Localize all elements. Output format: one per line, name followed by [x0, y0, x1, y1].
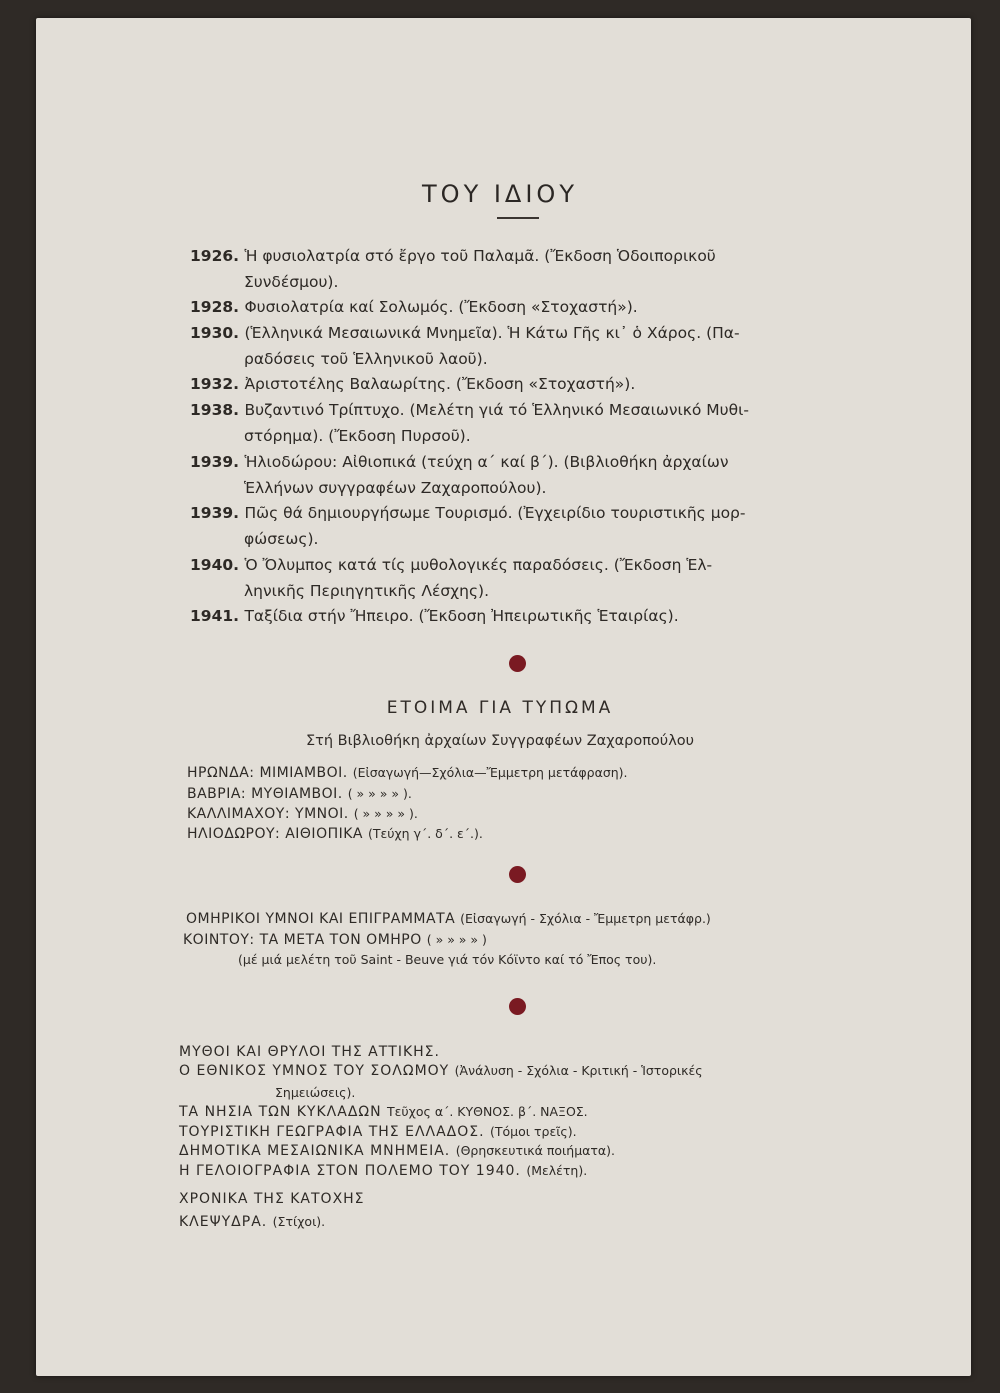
work-title-continued: ληνικῆς Περιηγητικῆς Λέσχης).	[244, 582, 490, 600]
work-year: 1940.	[190, 556, 245, 574]
ready-item	[186, 911, 711, 927]
ready-item-note: ( » » » » ).	[353, 806, 418, 821]
ready-item	[179, 1163, 587, 1179]
ready-item-note: (Τόμοι τρεῖς).	[490, 1124, 577, 1139]
work-entry	[190, 500, 850, 552]
ready-item-note: (Θρησκευτικά ποιήματα).	[455, 1143, 616, 1158]
ready-item-title: ΒΑΒΡΙΑ: ΜΥΘΙΑΜΒΟΙ.	[187, 786, 348, 802]
ready-item-title: Η ΓΕΛΟΙΟΓΡΑΦΙΑ ΣΤΟΝ ΠΟΛΕΜΟ ΤΟΥ 1940.	[179, 1163, 527, 1179]
ready-item-note: Σημειώσεις).	[275, 1085, 356, 1100]
ready-item-title: ΚΛΕΨΥΔΡΑ.	[179, 1214, 273, 1230]
work-entry	[190, 603, 850, 629]
ready-subtitle: Στή Βιβλιοθήκη ἀρχαίων Συγγραφέων Ζαχαροπούλου	[305, 733, 695, 749]
ready-item	[179, 1104, 588, 1120]
ready-item-title: ΧΡΟΝΙΚΑ ΤΗΣ ΚΑΤΟΧΗΣ	[179, 1191, 365, 1207]
work-title: Πῶς θά δημιουργήσωμε Τουρισμό. (Ἐγχειρίδιο τουριστικῆς μορ-	[244, 504, 746, 522]
ready-item	[183, 932, 487, 948]
work-year: 1938.	[190, 401, 245, 419]
ready-item-note: (Μελέτη).	[526, 1163, 588, 1178]
work-year: 1926.	[190, 247, 245, 265]
work-title: Ὁ Ὄλυμπος κατά τίς μυθολογικές παραδόσεις. (Ἔκδοση Ἑλ-	[244, 556, 713, 574]
work-title: Ἡλιοδώρου: Αἰθιοπικά (τεύχη α΄ καί β΄). (Βιβλιοθήκη ἀρχαίων	[244, 453, 729, 471]
work-title: Ἀριστοτέλης Βαλαωρίτης. (Ἔκδοση «Στοχαστή»).	[244, 375, 636, 393]
work-title-continued: ραδόσεις τοῦ Ἑλληνικοῦ λαοῦ).	[244, 350, 488, 368]
ready-item-title: ΜΥΘΟΙ ΚΑΙ ΘΡΥΛΟΙ ΤΗΣ ΑΤΤΙΚΗΣ.	[179, 1044, 440, 1060]
ready-title: ΕΤΟΙΜΑ ΓΙΑ ΤΥΠΩΜΑ	[386, 698, 614, 718]
work-title: Ἡ φυσιολατρία στό ἔργο τοῦ Παλαμᾶ. (Ἔκδοση Ὁδοιπορικοῦ	[244, 247, 716, 265]
work-title: Ταξίδια στήν Ἤπειρο. (Ἔκδοση Ἠπειρωτικῆς Ἑταιρίας).	[244, 607, 679, 625]
work-title: (Ἑλληνικά Μεσαιωνικά Μνημεῖα). Ἡ Κάτω Γῆς κι᾿ ὁ Χάρος. (Πα-	[244, 324, 740, 342]
work-year: 1928.	[190, 298, 245, 316]
ready-item-title: Ο ΕΘΝΙΚΟΣ ΥΜΝΟΣ ΤΟΥ ΣΟΛΩΜΟΥ	[179, 1063, 455, 1079]
work-title: Φυσιολατρία καί Σολωμός. (Ἔκδοση «Στοχαστή»).	[244, 298, 638, 316]
ready-item-note: ( » » » » )	[426, 932, 487, 947]
ready-item	[187, 765, 628, 781]
ready-item	[187, 806, 418, 822]
work-entry	[190, 294, 850, 320]
page-title: ΤΟΥ ΙΔΙΟΥ	[422, 180, 578, 208]
ready-item-note: (Τεύχη γ΄. δ΄. ε΄.).	[367, 826, 483, 841]
work-year: 1941.	[190, 607, 245, 625]
work-title-continued: Ἑλλήνων συγγραφέων Ζαχαροπούλου).	[244, 479, 547, 497]
ready-item-title: ΤΟΥΡΙΣΤΙΚΗ ΓΕΩΓΡΑΦΙΑ ΤΗΣ ΕΛΛΑΔΟΣ.	[179, 1124, 491, 1140]
ready-item-note: ( » » » » ).	[347, 786, 412, 801]
ready-item	[238, 952, 656, 968]
ready-item	[187, 786, 412, 802]
work-year: 1939.	[190, 504, 245, 522]
ready-item-note: Τεῦχος α΄. ΚΥΘΝΟΣ. β΄. ΝΑΞΟΣ.	[387, 1104, 588, 1119]
ready-item-title: ΗΡΩΝΔΑ: ΜΙΜΙΑΜΒΟΙ.	[187, 765, 353, 781]
ready-item-title: ΚΑΛΛΙΜΑΧΟΥ: ΥΜΝΟΙ.	[187, 806, 354, 822]
work-entry	[190, 552, 850, 604]
work-entry	[190, 449, 850, 501]
section-dot-1	[509, 655, 526, 672]
work-entry	[190, 397, 850, 449]
ready-item-title: ΗΛΙΟΔΩΡΟΥ: ΑΙΘΙΟΠΙΚΑ	[187, 826, 368, 842]
ready-item-note: (Στίχοι).	[272, 1214, 326, 1229]
ready-item-note: (Ἀνάλυση - Σχόλια - Κριτική - Ἱστορικές	[454, 1063, 703, 1078]
ready-item	[179, 1191, 365, 1207]
ready-item	[179, 1124, 577, 1140]
ready-item-title: ΟΜΗΡΙΚΟΙ ΥΜΝΟΙ ΚΑΙ ΕΠΙΓΡΑΜΜΑΤΑ	[186, 911, 461, 927]
work-year: 1939.	[190, 453, 245, 471]
ready-item	[179, 1044, 440, 1060]
ready-item	[179, 1063, 703, 1079]
section-dot-2	[509, 866, 526, 883]
ready-item-note: (Εἰσαγωγή - Σχόλια - Ἔμμετρη μετάφρ.)	[460, 911, 711, 926]
work-title-continued: Συνδέσμου).	[244, 273, 339, 291]
work-year: 1932.	[190, 375, 245, 393]
ready-item-note: (μέ μιά μελέτη τοῦ Saint - Beuve γιά τόν Κόϊντο καί τό Ἔπος του).	[238, 952, 657, 967]
work-title-continued: στόρημα). (Ἔκδοση Πυρσοῦ).	[244, 427, 471, 445]
ready-item	[275, 1085, 355, 1101]
work-entry	[190, 243, 850, 295]
title-rule	[497, 217, 539, 219]
work-entry	[190, 371, 850, 397]
work-title: Βυζαντινό Τρίπτυχο. (Μελέτη γιά τό Ἑλληνικό Μεσαιωνικό Μυθι-	[244, 401, 749, 419]
work-entry	[190, 320, 850, 372]
ready-item-note: (Εἰσαγωγή—Σχόλια—Ἔμμετρη μετάφραση).	[352, 765, 628, 780]
ready-item	[179, 1214, 325, 1230]
ready-item-title: ΔΗΜΟΤΙΚΑ ΜΕΣΑΙΩΝΙΚΑ ΜΝΗΜΕΙΑ.	[179, 1143, 456, 1159]
ready-item	[179, 1143, 615, 1159]
work-year: 1930.	[190, 324, 245, 342]
work-title-continued: φώσεως).	[244, 530, 319, 548]
ready-item-title: ΤΑ ΝΗΣΙΑ ΤΩΝ ΚΥΚΛΑΔΩΝ	[179, 1104, 388, 1120]
section-dot-3	[509, 998, 526, 1015]
ready-item-title: ΚΟΙΝΤΟΥ: ΤΑ ΜΕΤΑ ΤΟΝ ΟΜΗΡΟ	[183, 932, 427, 948]
ready-item	[187, 826, 483, 842]
